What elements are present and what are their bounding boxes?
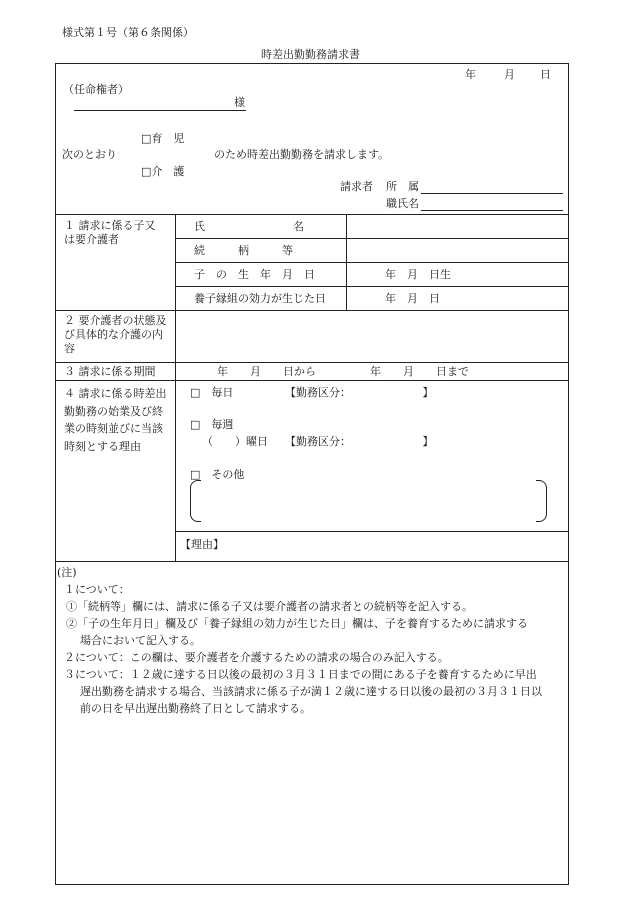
note-1a: ①「続柄等」欄には、請求に係る子又は要介護者の請求者との続柄等を記入する。: [66, 600, 473, 613]
intro-right: のため時差出勤勤務を請求します。: [214, 148, 390, 161]
other-bracket-left: [190, 480, 201, 522]
affiliation-field[interactable]: [421, 193, 563, 194]
appointer-name-field[interactable]: [74, 110, 246, 111]
form-number: 様式第１号（第６条関係）: [62, 26, 194, 39]
intro-left: 次のとおり: [62, 148, 117, 161]
name-label: 氏 名: [194, 220, 304, 233]
reason-label: 【理由】: [180, 538, 224, 551]
position-name-field[interactable]: [421, 210, 563, 211]
note-1b-line2: 場合において記入する。: [80, 634, 201, 647]
table-label-divider: [175, 214, 176, 561]
sama-label: 様: [234, 96, 245, 109]
other-checkbox[interactable]: □ その他: [190, 468, 245, 481]
adoption-label: 養子縁組の効力が生じた日: [194, 292, 326, 305]
appointer-label: （任命権者）: [63, 83, 129, 96]
note-1b-line1: ②「子の生年月日」欄及び「養子縁組の効力が生じた日」欄は、子を養育するために請求する: [66, 617, 528, 630]
other-bracket-right: [536, 480, 547, 522]
row2-bottom-line: [55, 362, 569, 363]
row1-label: １ 請求に係る子又は要介護者: [64, 219, 156, 246]
row2-label: ２ 要介護者の状態及び具体的な介護の内容: [64, 314, 167, 355]
row1-sub-line-2: [175, 262, 569, 263]
row4-sub-line: [175, 531, 569, 532]
row1-sub-line-3: [175, 286, 569, 287]
note-3-line1: ３について：１２歳に達する日以後の最初の３月３１日までの間にある子を養育するために早出: [64, 668, 537, 681]
weekly-day[interactable]: （ ）曜日: [202, 435, 268, 448]
row3-bottom-line: [55, 380, 569, 381]
note-1: １について：: [64, 583, 130, 596]
row1-sub-line-1: [175, 238, 569, 239]
note-3-line2: 遅出勤務を請求する場合、当該請求に係る子が満１２歳に達する日以後の最初の３月３１日以: [80, 685, 542, 698]
row1-value-divider: [346, 214, 347, 310]
date-day: 日: [540, 68, 551, 81]
date-month: 月: [504, 68, 515, 81]
affiliation-label: 所 属: [386, 180, 419, 193]
row4-label: ４ 請求に係る時差出勤勤務の始業及び終業の時刻並びに当該時刻とする理由: [64, 387, 167, 453]
birth-label: 子 の 生 年 月 日: [194, 268, 315, 281]
care-nursing-checkbox[interactable]: □介 護: [141, 165, 185, 178]
period-from[interactable]: 年 月 日から: [217, 365, 316, 378]
care-childcare-checkbox[interactable]: □育 児: [141, 132, 185, 145]
notes-heading: (注): [57, 566, 77, 579]
adoption-value[interactable]: 年 月 日: [385, 292, 440, 305]
document-title: 時差出勤勤務請求書: [261, 48, 360, 61]
table-top-line: [55, 214, 569, 215]
daily-kubun[interactable]: 【勤務区分： 】: [285, 386, 434, 399]
weekly-kubun[interactable]: 【勤務区分： 】: [285, 435, 434, 448]
relation-label: 続 柄 等: [194, 244, 293, 257]
period-to[interactable]: 年 月 日まで: [370, 365, 469, 378]
daily-checkbox[interactable]: □ 毎日: [190, 386, 234, 399]
row3-label: ３ 請求に係る期間: [64, 365, 156, 378]
position-name-label: 職氏名: [386, 197, 419, 210]
date-year: 年: [465, 68, 476, 81]
form-frame: [55, 63, 569, 885]
table-bottom-line: [55, 561, 569, 562]
note-3-line3: 前の日を早出遅出勤務終了日として請求する。: [80, 702, 311, 715]
row1-bottom-line: [55, 310, 569, 311]
requester-label: 請求者: [340, 180, 373, 193]
weekly-checkbox[interactable]: □ 毎週: [190, 418, 234, 431]
note-2: ２について：この欄は、要介護者を介護するための請求の場合のみ記入する。: [64, 651, 449, 664]
birth-value[interactable]: 年 月 日生: [385, 268, 451, 281]
